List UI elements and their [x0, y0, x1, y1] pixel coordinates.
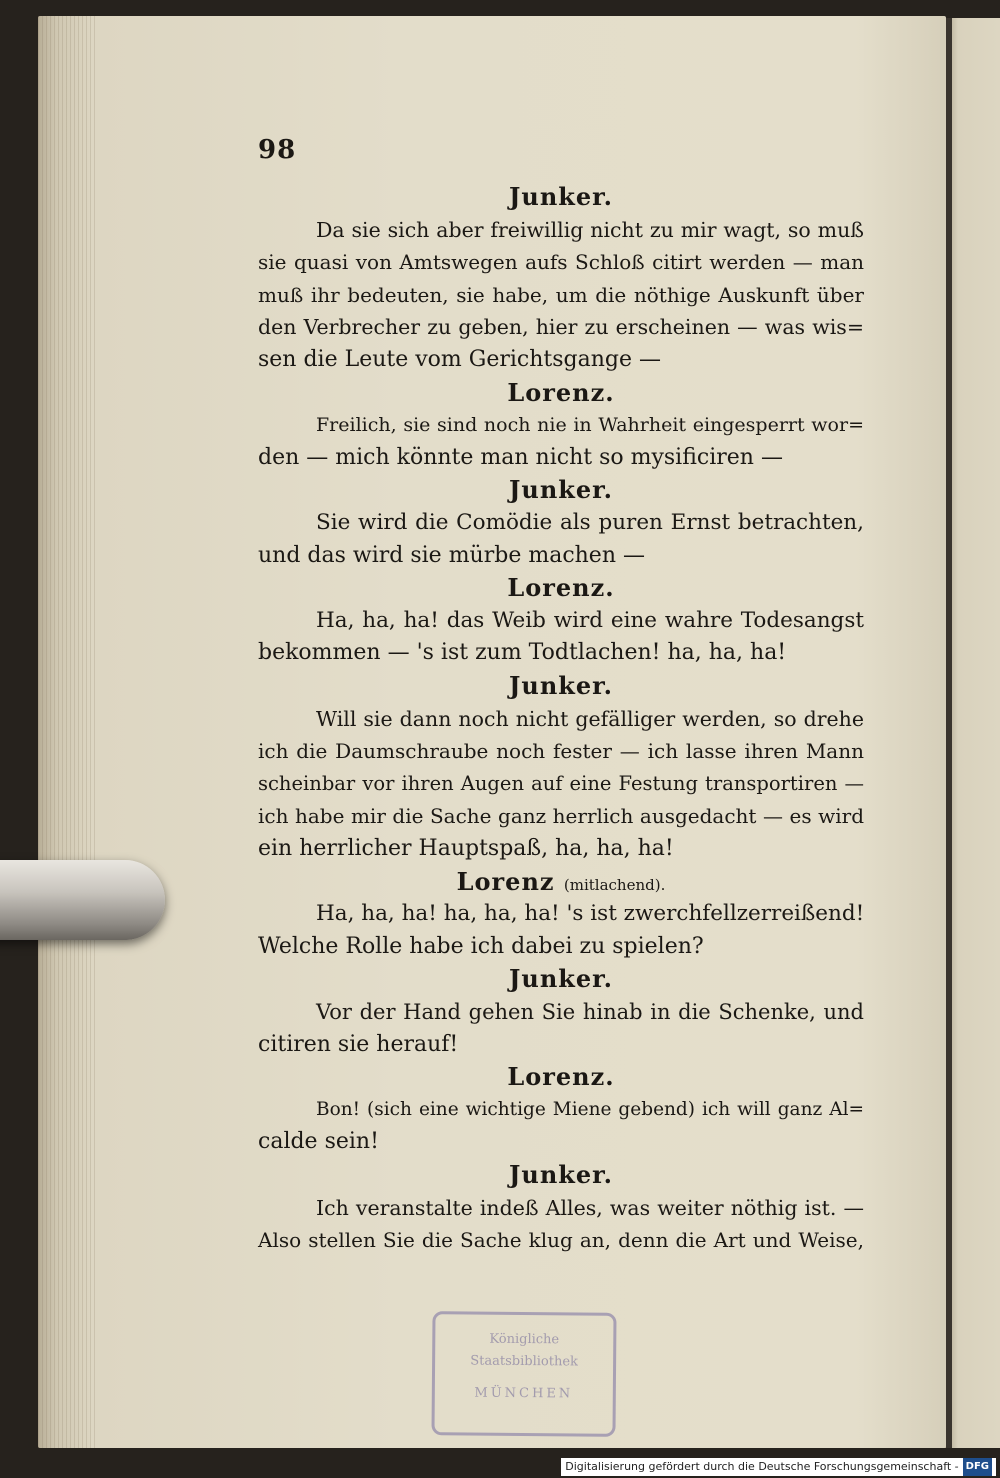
text-line: ich die Daumschraube noch fester — ich lasse ihren Mann	[258, 739, 864, 764]
scanner-clip	[0, 860, 165, 940]
speaker-name	[258, 376, 864, 410]
speaker-label: Lorenz.	[507, 573, 615, 603]
speaker-label: Lorenz.	[507, 1062, 615, 1092]
speaker-label: Junker.	[509, 475, 613, 505]
speaker-label: Lorenz.	[507, 377, 615, 407]
text-line: Da sie sich aber freiwillig nicht zu mir wagt, so muß	[316, 217, 864, 242]
speaker-label: Junker.	[509, 964, 613, 994]
page-edge-stack	[38, 16, 98, 1448]
text-line: muß ihr bedeuten, sie habe, um die nöthige Auskunft über	[258, 282, 864, 307]
text-line: und das wird sie mürbe machen —	[258, 542, 645, 568]
speaker-name	[258, 962, 864, 996]
text-line: calde sein!	[258, 1129, 379, 1155]
footer-text: Digitalisierung gefördert durch die Deutsche Forschungsgemeinschaft -	[565, 1460, 959, 1473]
dfg-footer	[561, 1458, 996, 1476]
text-line: Ich veranstalte indeß Alles, was weiter nöthig ist. —	[316, 1195, 864, 1220]
stage-direction: (mitlachend).	[563, 875, 666, 894]
text-line: bekommen — 's ist zum Todtlachen! ha, ha, ha!	[258, 640, 787, 666]
text-line: Will sie dann noch nicht gefälliger werden, so drehe	[316, 706, 864, 731]
text-line: sie quasi von Amtswegen aufs Schloß citirt werden — man	[258, 250, 864, 275]
library-stamp: Königliche Staatsbibliothek MÜNCHEN	[431, 1311, 616, 1437]
text-line: Ha, ha, ha! ha, ha, ha! 's ist zwerchfellzerreißend!	[316, 901, 865, 927]
page-gutter	[946, 18, 952, 1448]
text-line: Bon! (sich eine wichtige Miene gebend) ich will ganz Al=	[316, 1098, 864, 1120]
text-line: sen die Leute vom Gerichtsgange —	[258, 347, 662, 372]
speaker-name	[258, 1158, 864, 1192]
text-line: scheinbar vor ihren Augen auf eine Festung transportiren —	[258, 771, 864, 795]
dfg-logo: DFG	[963, 1458, 992, 1476]
speaker-name	[258, 1060, 864, 1094]
speaker-name	[258, 473, 864, 507]
text-line: den — mich könnte man nicht so mysificiren —	[258, 444, 783, 470]
text-line: Freilich, sie sind noch nie in Wahrheit eingesperrt wor=	[316, 414, 864, 437]
speaker-name	[258, 865, 864, 899]
speaker-label: Junker.	[509, 671, 613, 700]
text-line: ich habe mir die Sache ganz herrlich ausgedacht — es wird	[258, 804, 864, 829]
text-line: Also stellen Sie die Sache klug an, denn die Art und Weise,	[258, 1228, 864, 1253]
speaker-label: Junker.	[509, 1160, 613, 1189]
text-line: den Verbrecher zu geben, hier zu erscheinen — was wis=	[258, 315, 864, 340]
page-number: 98	[258, 135, 297, 165]
text-line: Sie wird die Comödie als puren Ernst betrachten,	[316, 510, 864, 535]
speaker-name	[258, 571, 864, 605]
text-line: Vor der Hand gehen Sie hinab in die Schenke, und	[316, 1000, 864, 1024]
text-line: ein herrlicher Hauptspaß, ha, ha, ha!	[258, 836, 674, 861]
speaker-name	[258, 180, 864, 214]
text-line: citiren sie herauf!	[258, 1031, 459, 1057]
speaker-label: Junker.	[509, 182, 613, 211]
text-line: Ha, ha, ha! das Weib wird eine wahre Todesangst	[316, 607, 864, 633]
speaker-name	[258, 669, 864, 703]
speaker-label: Lorenz	[456, 866, 555, 896]
text-line: Welche Rolle habe ich dabei zu spielen?	[258, 933, 704, 959]
